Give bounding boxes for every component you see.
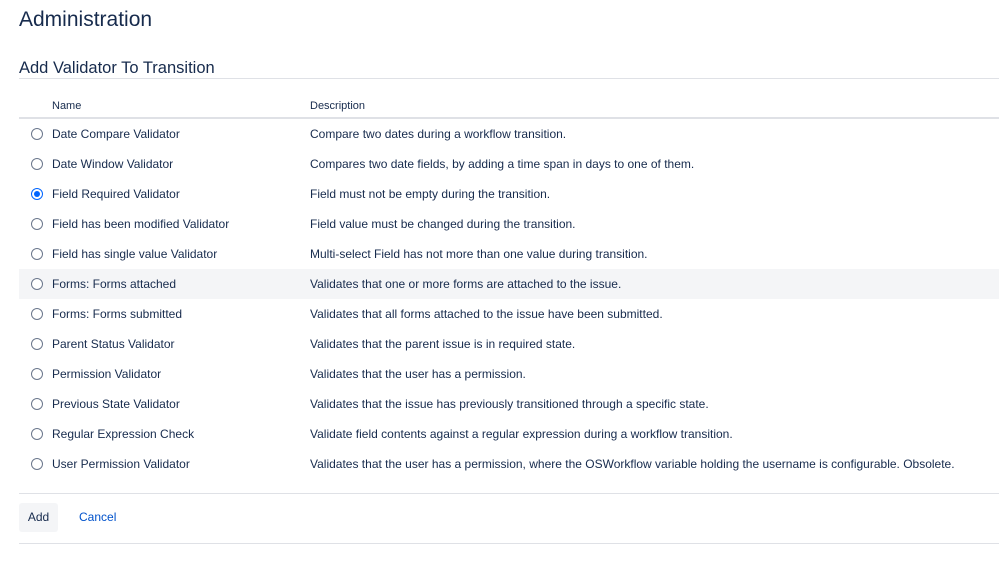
radio-button[interactable] — [31, 248, 43, 260]
validator-name: Date Window Validator — [52, 157, 174, 171]
table-row[interactable] — [19, 209, 999, 239]
validator-description: Compares two date fields, by adding a time span in days to one of them. — [310, 157, 695, 171]
validator-name: User Permission Validator — [52, 457, 190, 471]
validator-description: Compare two dates during a workflow transition. — [310, 127, 567, 141]
table-row[interactable] — [19, 359, 999, 389]
radio-button[interactable] — [31, 158, 43, 170]
form-footer — [19, 493, 999, 544]
page-title: Administration — [19, 8, 153, 31]
radio-button[interactable] — [31, 398, 43, 410]
radio-button[interactable] — [31, 428, 43, 440]
validator-description: Validates that the parent issue is in required state. — [310, 337, 576, 351]
radio-button[interactable] — [31, 458, 43, 470]
validator-description: Validates that the user has a permission. — [310, 367, 526, 381]
column-header-name: Name — [52, 100, 82, 112]
radio-button[interactable] — [31, 128, 43, 140]
radio-button[interactable] — [31, 338, 43, 350]
table-row[interactable] — [19, 269, 999, 299]
validator-name: Date Compare Validator — [52, 127, 180, 141]
validator-name: Regular Expression Check — [52, 427, 195, 441]
table-row[interactable] — [19, 449, 999, 479]
add-button[interactable]: Add — [19, 503, 58, 532]
table-row[interactable] — [19, 179, 999, 209]
table-row[interactable] — [19, 419, 999, 449]
validator-name: Forms: Forms attached — [52, 277, 177, 291]
validator-description: Validates that one or more forms are attached to the issue. — [310, 277, 622, 291]
radio-button-selected[interactable] — [31, 188, 43, 200]
radio-button[interactable] — [31, 308, 43, 320]
radio-button[interactable] — [31, 218, 43, 230]
validator-name: Forms: Forms submitted — [52, 307, 183, 321]
validator-name: Permission Validator — [52, 367, 162, 381]
validator-table — [19, 78, 999, 479]
table-row[interactable] — [19, 239, 999, 269]
validator-name: Field Required Validator — [52, 187, 180, 201]
column-header-description: Description — [310, 100, 366, 112]
table-row[interactable] — [19, 119, 999, 149]
validator-description: Field must not be empty during the transition. — [310, 187, 551, 201]
validator-name: Previous State Validator — [52, 397, 180, 411]
table-row[interactable] — [19, 329, 999, 359]
validator-name: Field has been modified Validator — [52, 217, 230, 231]
table-body — [19, 119, 999, 479]
validator-description: Multi-select Field has not more than one value during transition. — [310, 247, 648, 261]
radio-button[interactable] — [31, 278, 43, 290]
cancel-link[interactable]: Cancel — [79, 510, 117, 524]
validator-name: Parent Status Validator — [52, 337, 175, 351]
validator-description: Validates that the issue has previously transitioned through a specific state. — [310, 397, 709, 411]
validator-description: Field value must be changed during the transition. — [310, 217, 576, 231]
radio-button[interactable] — [31, 368, 43, 380]
section-title: Add Validator To Transition — [19, 59, 215, 77]
table-row[interactable] — [19, 299, 999, 329]
validator-description: Validates that all forms attached to the issue have been submitted. — [310, 307, 663, 321]
table-header — [19, 79, 999, 119]
table-row[interactable] — [19, 149, 999, 179]
validator-name: Field has single value Validator — [52, 247, 218, 261]
table-row[interactable] — [19, 389, 999, 419]
validator-description: Validates that the user has a permission, where the OSWorkflow variable holding the username is configurable. Obsolete. — [310, 457, 955, 471]
validator-description: Validate field contents against a regular expression during a workflow transition. — [310, 427, 733, 441]
